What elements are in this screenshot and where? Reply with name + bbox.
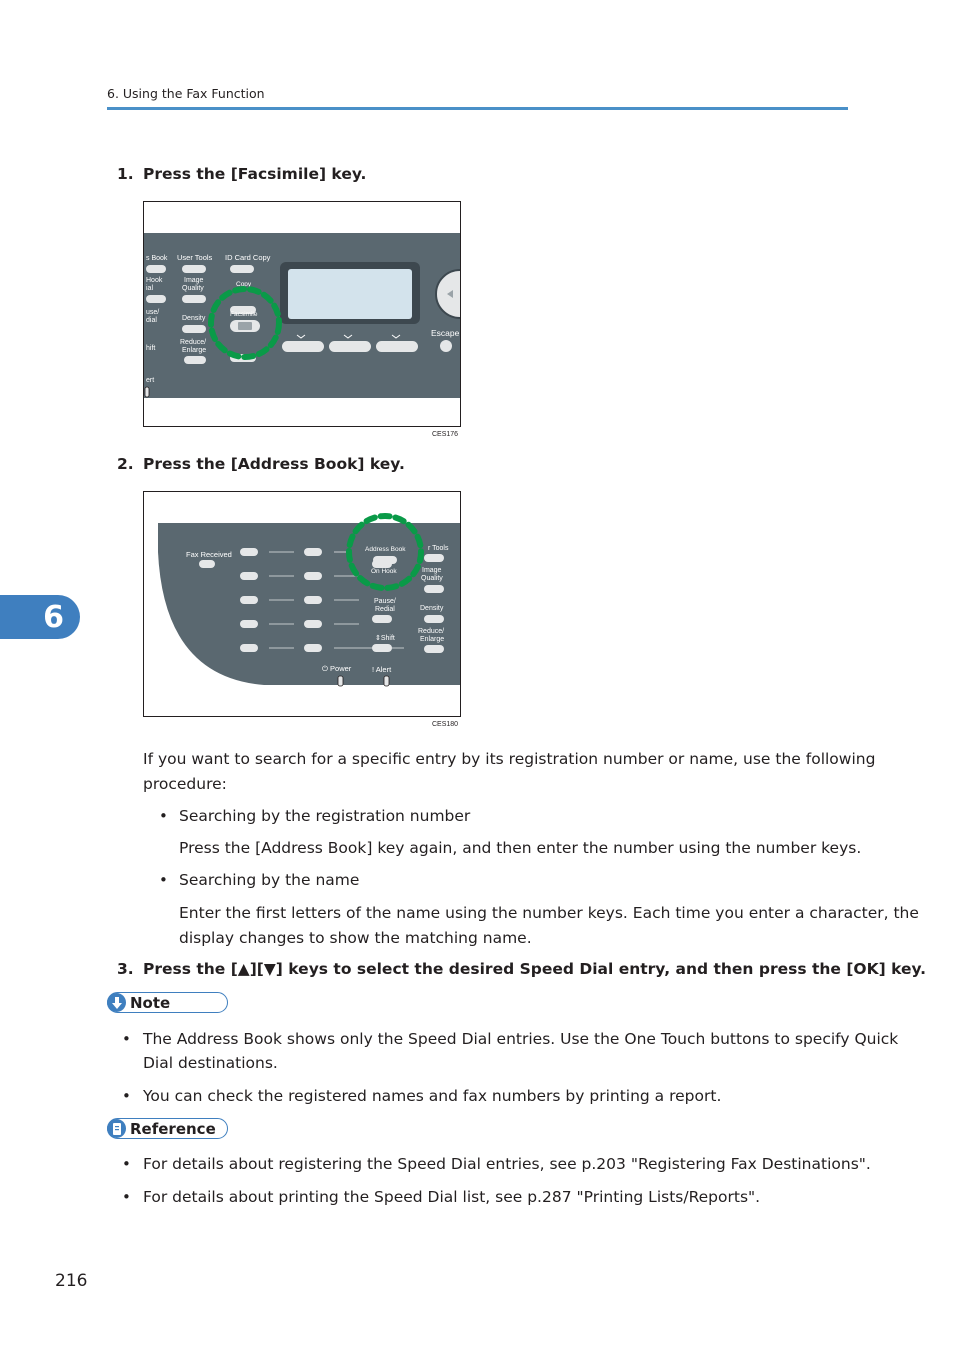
step-1 [117, 165, 366, 183]
reduce-enlarge-label-1: Reduce/ [418, 628, 445, 635]
control-panel-figure-1 [143, 201, 461, 427]
image-quality-label-1: Image [422, 567, 442, 574]
shift-label: hift [146, 345, 156, 352]
bullet-marker: • [122, 1155, 131, 1173]
hook-dial-label-2: ial [146, 285, 154, 292]
hook-dial-label-1: Hook [146, 277, 163, 284]
address-book-label: s Book [146, 255, 168, 262]
book-icon [107, 1119, 126, 1138]
fax-received-label: Fax Received [186, 550, 232, 559]
header-rule [107, 107, 848, 110]
note-item-line: The Address Book shows only the Speed Dial entries. Use the One Touch buttons to specify Quick [143, 1030, 899, 1048]
copy-label: Copy [236, 281, 252, 288]
image-quality-label-1: Image [184, 277, 204, 284]
bullet-body-line: display changes to show the matching name. [179, 929, 532, 947]
running-header: 6. Using the Fax Function [107, 86, 265, 101]
step-number: 2. [117, 455, 134, 473]
step-3 [117, 960, 926, 978]
bullet-marker: • [122, 1030, 131, 1048]
pause-redial-label-2: Redial [375, 606, 395, 613]
note-label: Note [130, 993, 171, 1012]
bullet-body-line: Press the [Address Book] key again, and then enter the number using the number keys. [179, 839, 862, 857]
note-item-line: Dial destinations. [143, 1054, 278, 1072]
step-2 [117, 455, 405, 473]
density-label: Density [182, 315, 206, 322]
bullet-marker: • [122, 1087, 131, 1105]
figure-2-caption: CES180 [432, 721, 459, 728]
chapter-tab: 6 [0, 595, 80, 639]
image-quality-label-2: Quality [182, 285, 204, 292]
reference-link-speed-dial-registration[interactable]: For details about registering the Speed Dial entries, see p.203 "Registering Fax Destinations". [143, 1155, 871, 1173]
density-label: Density [420, 605, 444, 612]
step-number: 1. [117, 165, 134, 183]
bullet-marker: • [159, 807, 168, 825]
step-text: Press the [Address Book] key. [143, 455, 405, 473]
address-book-label: Address Book [365, 546, 406, 553]
bullet-marker: • [159, 871, 168, 889]
image-quality-label-2: Quality [421, 575, 443, 582]
alert-label: ert [146, 377, 155, 384]
reduce-enlarge-label-1: Reduce/ [180, 339, 207, 346]
intro-line-1: If you want to search for a specific entry by its registration number or name, use the following [143, 750, 876, 768]
note-badge [107, 992, 228, 1013]
step-number: 3. [117, 960, 134, 978]
down-arrow-icon [107, 993, 126, 1012]
reduce-enlarge-label-2: Enlarge [420, 636, 445, 643]
pause-redial-label-2: dial [146, 317, 157, 324]
reference-badge [107, 1118, 228, 1139]
facsimile-label: Facsimile [230, 311, 258, 318]
step-text: Press the [Facsimile] key. [143, 165, 367, 183]
user-tools-label: User Tools [177, 253, 213, 262]
pause-redial-label-1: Pause/ [374, 598, 396, 605]
control-panel-figure-2 [143, 491, 461, 717]
pause-redial-label-1: use/ [146, 309, 160, 316]
step-text: Press the [▲][▼] keys to select the desired Speed Dial entry, and then press the [OK] key. [143, 960, 927, 978]
bullet-title: Searching by the name [179, 871, 360, 889]
escape-label: Escape [431, 328, 460, 338]
bullet-body-line: Enter the first letters of the name using the number keys. Each time you enter a character, the [179, 904, 919, 922]
alert-label: ! Alert [372, 665, 392, 674]
user-tools-label: r Tools [428, 545, 449, 552]
bullet-title: Searching by the registration number [179, 807, 471, 825]
page-number: 216 [55, 1271, 88, 1291]
intro-line-2: procedure: [143, 775, 227, 793]
id-card-copy-label: ID Card Copy [225, 253, 271, 262]
on-hook-label: On Hook [371, 568, 397, 575]
note-item-line: You can check the registered names and fax numbers by printing a report. [143, 1087, 722, 1105]
power-label: ⏻ Power [322, 664, 352, 673]
shift-label: ⇕Shift [375, 635, 395, 642]
reference-link-printing-lists[interactable]: For details about printing the Speed Dial list, see p.287 "Printing Lists/Reports". [143, 1188, 761, 1206]
reduce-enlarge-label-2: Enlarge [182, 347, 207, 354]
reference-label: Reference [130, 1119, 216, 1138]
bullet-marker: • [122, 1188, 131, 1206]
figure-1-caption: CES176 [432, 431, 459, 438]
